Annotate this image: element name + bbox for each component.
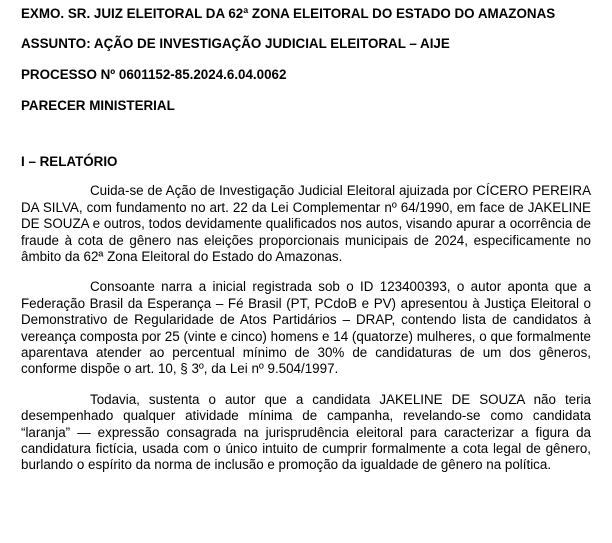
report-paragraph-3: Todavia, sustenta o autor que a candidata JAKELINE DE SOUZA não teria desempenhado qualquer atividade mínima de campanha, revelando-se como candidata “laranja” — expressão consagrada na jurisprudência eleitoral para caracterizar a figura da candidatura fictícia, usada com o único intuito de cumprir formalmente a cota legal de gênero, burlando o espírito da norma de inclusão e promoção da igualdade de gênero na política. — [21, 391, 591, 473]
subject-heading: ASSUNTO: AÇÃO DE INVESTIGAÇÃO JUDICIAL ELEITORAL – AIJE — [21, 36, 450, 51]
report-paragraph-2: Consoante narra a inicial registrada sob o ID 123400393, o autor aponta que a Federação Brasil da Esperança – Fé Brasil (PT, PCdoB e PV) apresentou à Justiça Eleitoral o Demonstrativo de Regularidade de Atos Partidários – DRAP, contendo lista de candidatos à vereança composta por 25 (vinte e cinco) homens e 14 (quatorze) mulheres, o que formalmente aparentava atender ao percentual mínimo de 30% de candidaturas de um dos gêneros, conforme dispõe o art. 10, § 3º, da Lei nº 9.504/1997. — [21, 279, 591, 377]
addressee-heading: EXMO. SR. JUIZ ELEITORAL DA 62ª ZONA ELEITORAL DO ESTADO DO AMAZONAS — [21, 6, 556, 21]
document-type-heading: PARECER MINISTERIAL — [21, 98, 175, 113]
document-page — [21, 6, 591, 474]
section-title: I – RELATÓRIO — [21, 154, 118, 169]
process-number-heading: PROCESSO Nº 0601152-85.2024.6.04.0062 — [21, 67, 287, 82]
report-paragraph-1: Cuida-se de Ação de Investigação Judicial Eleitoral ajuizada por CÍCERO PEREIRA DA SILVA, com fundamento no art. 22 da Lei Complementar nº 64/1990, em face de JAKELINE DE SOUZA e outros, todos devidamente qualificados nos autos, visando apurar a ocorrência de fraude à cota de gênero nas eleições proporcionais municipais de 2024, especificamente no âmbito da 62ª Zona Eleitoral do Estado do Amazonas. — [21, 183, 591, 265]
